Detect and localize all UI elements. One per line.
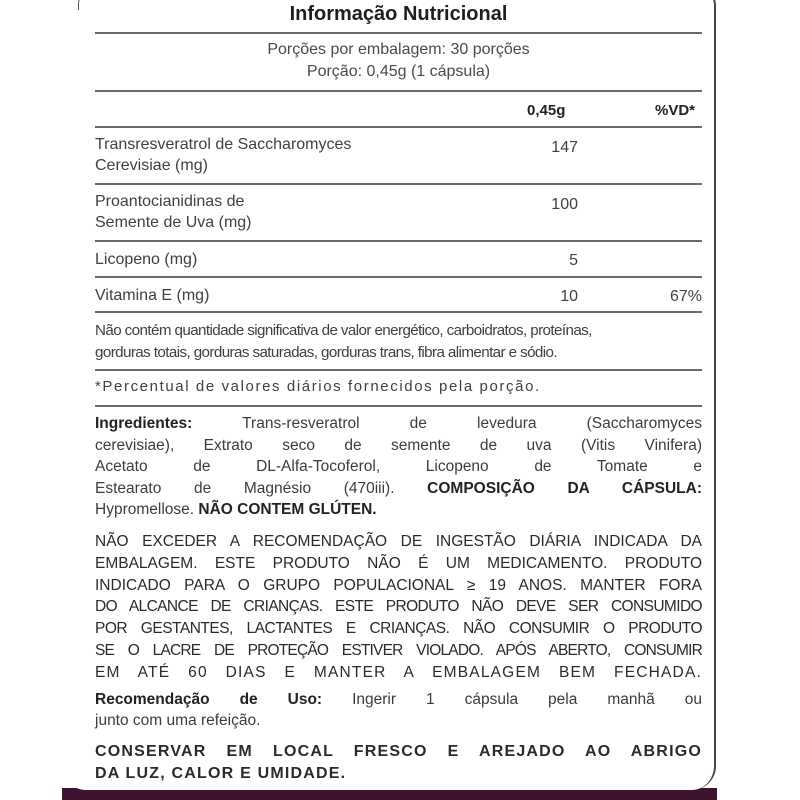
ingredients-text: cerevisiae), Extrato seco de semente de uva (Vitis Vinifera): [95, 436, 702, 454]
rule: [95, 183, 702, 185]
ingredients-block: [95, 413, 702, 521]
capsule-composition-heading: COMPOSIÇÃO DA CÁPSULA:: [427, 479, 702, 497]
rule: [95, 276, 702, 278]
gluten-notice: NÃO CONTEM GLÚTEN.: [198, 501, 377, 518]
rule: [95, 126, 702, 128]
rule: [95, 32, 702, 34]
not-significant-line: gorduras totais, gorduras saturadas, gorduras trans, fibra alimentar e sódio.: [95, 344, 558, 361]
rule: [95, 311, 702, 313]
storage-block: [95, 741, 702, 785]
serving-size: Porção: 0,45g (1 cápsula): [306, 63, 491, 80]
column-header-dv: %VD*: [655, 102, 696, 119]
nutrient-amount: 10: [560, 288, 578, 305]
nutrient-name: Licopeno (mg): [95, 251, 198, 268]
storage-text: DA LUZ, CALOR E UMIDADE.: [95, 765, 347, 782]
rule: [95, 405, 702, 407]
usage-text: Ingerir 1 cápsula pela manhã ou: [352, 691, 702, 708]
nutrient-name: Transresveratrol de Saccharomyces Cerevisiae (mg): [95, 136, 352, 174]
warning-block: [95, 531, 702, 684]
usage-block: [95, 689, 702, 731]
dv-footnote: *Percentual de valores diários fornecidos pela porção.: [95, 378, 541, 395]
nutrient-amount: 5: [569, 252, 578, 269]
ingredients-text: Trans-resveratrol de levedura (Saccharomyces: [242, 415, 703, 432]
nutrient-name: Vitamina E (mg): [95, 287, 210, 304]
not-significant-line: Não contém quantidade significativa de valor energético, carboidratos, proteínas,: [95, 322, 592, 339]
storage-text: CONSERVAR EM LOCAL FRESCO E AREJADO AO ABRIGO: [95, 743, 702, 760]
warning-line: NÃO EXCEDER A RECOMENDAÇÃO DE INGESTÃO DIÁRIA INDICADA DA: [95, 533, 702, 550]
warning-line: INDICADO PARA O GRUPO POPULACIONAL ≥ 19 ANOS. MANTER FORA: [95, 576, 702, 594]
ingredients-heading: Ingredientes:: [95, 415, 193, 432]
warning-line: POR GESTANTES, LACTANTES E CRIANÇAS. NÃO CONSUMIR O PRODUTO: [95, 620, 702, 638]
rule: [95, 240, 702, 242]
nutrient-amount: 147: [551, 139, 578, 156]
nutrient-name: Proantocianidinas de Semente de Uva (mg): [95, 193, 252, 231]
warning-line: SE O LACRE DE PROTEÇÃO ESTIVER VIOLADO. APÓS ABERTO, CONSUMIR: [95, 641, 702, 659]
servings-per-package: Porções por embalagem: 30 porções: [267, 41, 530, 58]
warning-line: DO ALCANCE DE CRIANÇAS. ESTE PRODUTO NÃO DEVE SER CONSUMIDO: [95, 598, 702, 616]
usage-heading: Recomendação de Uso:: [95, 691, 323, 708]
ingredients-text: Acetato de DL-Alfa-Tocoferol, Licopeno de Tomate e: [95, 458, 702, 475]
rule: [95, 90, 702, 92]
label-title: Informação Nutricional: [289, 3, 508, 25]
rule: [95, 369, 702, 371]
nutrient-dv: 67%: [669, 288, 702, 305]
ingredients-text: Hypromellose.: [95, 501, 195, 518]
ingredients-text: Estearato de Magnésio (470iii).: [95, 479, 395, 497]
warning-line: EM ATÉ 60 DIAS E MANTER A EMBALAGEM BEM FECHADA.: [95, 663, 702, 681]
column-header-amount: 0,45g: [527, 102, 566, 119]
usage-text: junto com uma refeição.: [95, 712, 261, 729]
warning-line: EMBALAGEM. ESTE PRODUTO NÃO É UM MEDICAMENTO. PRODUTO: [95, 554, 702, 572]
nutrient-amount: 100: [551, 196, 578, 213]
